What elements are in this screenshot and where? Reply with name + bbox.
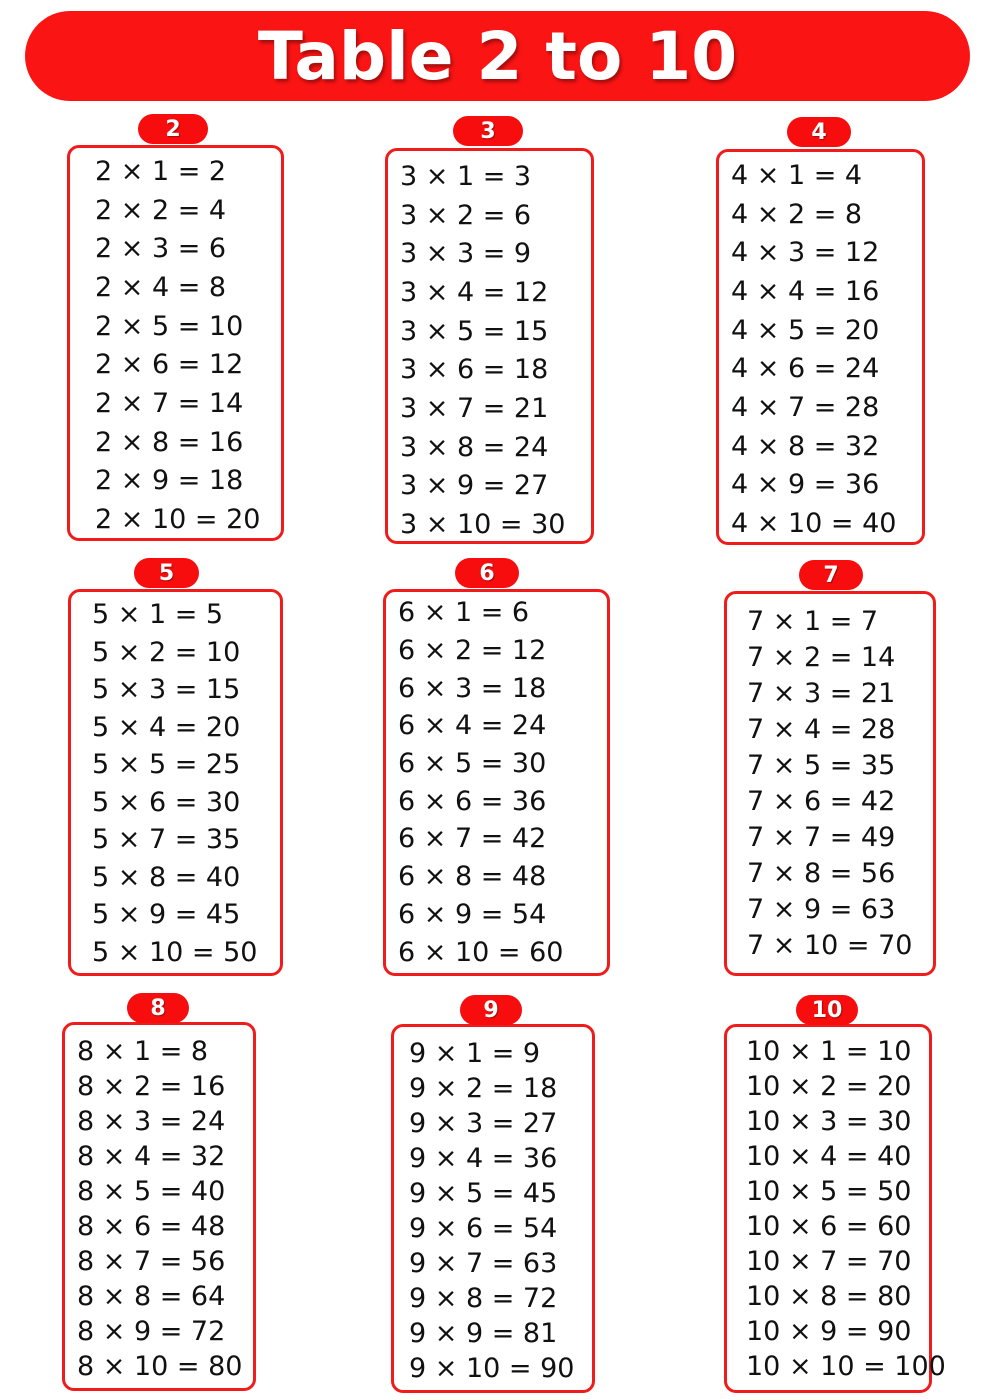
table-row: 9 × 1 = 9 <box>409 1038 541 1069</box>
table-row: 6 × 6 = 36 <box>398 785 547 817</box>
table-number-badge: 6 <box>455 558 519 588</box>
table-row: 8 × 8 = 64 <box>77 1281 226 1312</box>
table-row: 10 × 8 = 80 <box>746 1281 912 1312</box>
table-row: 9 × 9 = 81 <box>409 1318 558 1349</box>
table-row: 8 × 10 = 80 <box>77 1351 243 1382</box>
table-row: 8 × 3 = 24 <box>77 1106 226 1137</box>
table-row: 6 × 9 = 54 <box>398 898 547 930</box>
table-row: 2 × 7 = 14 <box>95 387 244 419</box>
table-row: 8 × 2 = 16 <box>77 1071 226 1102</box>
table-row: 5 × 9 = 45 <box>92 899 241 931</box>
table-row: 5 × 4 = 20 <box>92 711 241 743</box>
table-row: 3 × 6 = 18 <box>400 354 549 386</box>
table-row: 8 × 7 = 56 <box>77 1246 226 1277</box>
table-row: 2 × 3 = 6 <box>95 233 227 265</box>
table-row: 3 × 4 = 12 <box>400 276 549 308</box>
table-rows <box>95 152 260 539</box>
table-row: 4 × 9 = 36 <box>731 469 880 501</box>
table-row: 7 × 5 = 35 <box>747 749 896 781</box>
table-row: 7 × 9 = 63 <box>747 893 896 925</box>
table-row: 10 × 9 = 90 <box>746 1316 912 1347</box>
table-number-badge: 8 <box>127 993 189 1023</box>
table-row: 10 × 1 = 10 <box>746 1036 912 1067</box>
table-row: 6 × 5 = 30 <box>398 748 547 780</box>
table-row: 9 × 7 = 63 <box>409 1248 558 1279</box>
table-row: 6 × 10 = 60 <box>398 936 564 968</box>
table-row: 3 × 8 = 24 <box>400 431 549 463</box>
table-row: 9 × 2 = 18 <box>409 1073 558 1104</box>
table-row: 3 × 7 = 21 <box>400 392 549 424</box>
table-row: 2 × 1 = 2 <box>95 155 227 187</box>
table-row: 7 × 2 = 14 <box>747 641 896 673</box>
table-row: 5 × 5 = 25 <box>92 749 241 781</box>
table-row: 9 × 6 = 54 <box>409 1213 558 1244</box>
table-row: 10 × 7 = 70 <box>746 1246 912 1277</box>
table-rows <box>731 156 896 543</box>
table-row: 5 × 2 = 10 <box>92 636 241 668</box>
table-row: 2 × 9 = 18 <box>95 465 244 497</box>
table-row: 3 × 2 = 6 <box>400 199 532 231</box>
table-row: 9 × 10 = 90 <box>409 1353 575 1384</box>
table-row: 7 × 6 = 42 <box>747 785 896 817</box>
table-row: 5 × 6 = 30 <box>92 786 241 818</box>
table-row: 10 × 3 = 30 <box>746 1106 912 1137</box>
table-row: 7 × 4 = 28 <box>747 713 896 745</box>
table-number-badge: 10 <box>796 995 858 1025</box>
table-row: 6 × 3 = 18 <box>398 672 547 704</box>
table-row: 2 × 2 = 4 <box>95 194 227 226</box>
title-banner <box>25 11 970 101</box>
table-row: 3 × 10 = 30 <box>400 509 566 541</box>
table-row: 9 × 4 = 36 <box>409 1143 558 1174</box>
table-row: 8 × 5 = 40 <box>77 1176 226 1207</box>
table-row: 4 × 5 = 20 <box>731 314 880 346</box>
table-row: 3 × 5 = 15 <box>400 315 549 347</box>
table-row: 3 × 9 = 27 <box>400 470 549 502</box>
table-row: 3 × 3 = 9 <box>400 238 532 270</box>
table-row: 10 × 10 = 100 <box>746 1351 946 1382</box>
table-row: 8 × 4 = 32 <box>77 1141 226 1172</box>
table-rows <box>92 596 257 971</box>
table-number-badge: 9 <box>460 995 522 1025</box>
table-row: 9 × 5 = 45 <box>409 1178 558 1209</box>
table-row: 4 × 6 = 24 <box>731 353 880 385</box>
table-row: 8 × 9 = 72 <box>77 1316 226 1347</box>
table-row: 6 × 1 = 6 <box>398 597 530 629</box>
table-row: 10 × 5 = 50 <box>746 1176 912 1207</box>
table-row: 3 × 1 = 3 <box>400 160 532 192</box>
table-row: 2 × 10 = 20 <box>95 504 261 536</box>
table-row: 2 × 8 = 16 <box>95 426 244 458</box>
table-row: 10 × 6 = 60 <box>746 1211 912 1242</box>
page-title: Table 2 to 10 <box>257 17 738 95</box>
table-row: 9 × 8 = 72 <box>409 1283 558 1314</box>
table-rows <box>77 1034 242 1384</box>
table-row: 5 × 1 = 5 <box>92 599 224 631</box>
table-row: 2 × 6 = 12 <box>95 349 244 381</box>
table-number-badge: 3 <box>453 116 523 146</box>
table-row: 5 × 8 = 40 <box>92 861 241 893</box>
table-row: 5 × 10 = 50 <box>92 936 258 968</box>
table-row: 7 × 1 = 7 <box>747 605 879 637</box>
table-row: 4 × 7 = 28 <box>731 391 880 423</box>
table-number-badge: 7 <box>799 560 863 590</box>
table-row: 5 × 3 = 15 <box>92 674 241 706</box>
table-row: 7 × 8 = 56 <box>747 857 896 889</box>
table-row: 2 × 4 = 8 <box>95 271 227 303</box>
table-rows <box>409 1036 574 1386</box>
table-row: 6 × 7 = 42 <box>398 823 547 855</box>
table-row: 4 × 8 = 32 <box>731 430 880 462</box>
table-number-badge: 4 <box>787 117 851 147</box>
table-rows <box>746 1034 946 1384</box>
table-row: 8 × 1 = 8 <box>77 1036 209 1067</box>
table-row: 6 × 4 = 24 <box>398 710 547 742</box>
table-row: 7 × 7 = 49 <box>747 821 896 853</box>
table-row: 4 × 3 = 12 <box>731 237 880 269</box>
table-row: 4 × 2 = 8 <box>731 198 863 230</box>
table-row: 4 × 1 = 4 <box>731 159 863 191</box>
table-row: 10 × 4 = 40 <box>746 1141 912 1172</box>
table-row: 4 × 4 = 16 <box>731 275 880 307</box>
table-row: 9 × 3 = 27 <box>409 1108 558 1139</box>
table-row: 5 × 7 = 35 <box>92 824 241 856</box>
table-row: 7 × 10 = 70 <box>747 929 913 961</box>
table-rows <box>400 157 565 544</box>
table-row: 10 × 2 = 20 <box>746 1071 912 1102</box>
table-row: 4 × 10 = 40 <box>731 508 897 540</box>
table-number-badge: 2 <box>138 114 208 144</box>
table-row: 8 × 6 = 48 <box>77 1211 226 1242</box>
table-row: 6 × 2 = 12 <box>398 635 547 667</box>
table-rows <box>398 594 563 971</box>
table-row: 6 × 8 = 48 <box>398 861 547 893</box>
table-row: 2 × 5 = 10 <box>95 310 244 342</box>
table-number-badge: 5 <box>134 558 199 588</box>
table-row: 7 × 3 = 21 <box>747 677 896 709</box>
table-rows <box>747 603 912 963</box>
